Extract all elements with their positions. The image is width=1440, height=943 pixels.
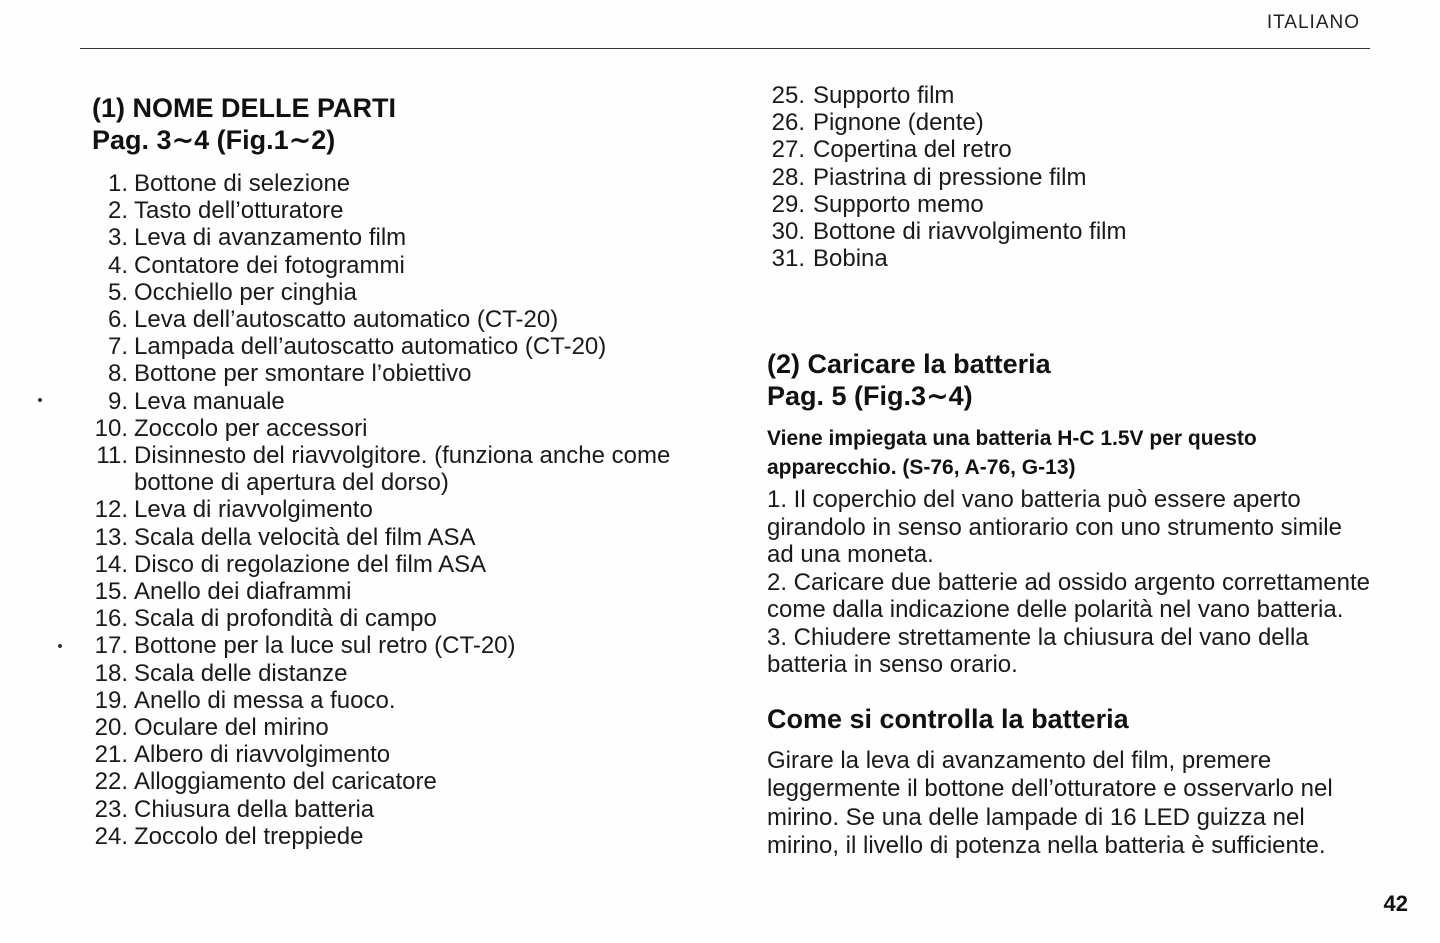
part-item bbox=[92, 388, 732, 415]
part-label: Alloggiamento del caricatore bbox=[134, 768, 437, 796]
section1-title: (1) NOME DELLE PARTI bbox=[92, 93, 397, 123]
part-item bbox=[92, 551, 732, 578]
part-label: Scala di profondità di campo bbox=[134, 605, 437, 633]
part-label: Leva dell’autoscatto automatico (CT-20) bbox=[134, 306, 559, 334]
part-item bbox=[92, 360, 732, 387]
header-divider bbox=[80, 48, 1370, 49]
part-item bbox=[765, 109, 1375, 136]
part-number: 9. bbox=[107, 387, 128, 415]
battery-step-1: 1. Il coperchio del vano batteria può essere aperto girandolo in senso antiorario con uno strumento simile ad una moneta. bbox=[767, 486, 1342, 569]
part-number: 14. bbox=[94, 550, 128, 578]
part-number: 1. bbox=[107, 170, 128, 197]
part-number: 3. bbox=[107, 224, 128, 252]
part-number: 30. bbox=[771, 218, 805, 246]
part-item bbox=[92, 415, 732, 442]
part-number: 20. bbox=[94, 714, 128, 742]
part-item bbox=[92, 170, 732, 197]
part-label: Zoccolo del treppiede bbox=[134, 822, 364, 850]
part-item bbox=[765, 191, 1375, 218]
part-item bbox=[765, 218, 1375, 245]
part-item bbox=[92, 252, 732, 279]
part-number: 23. bbox=[94, 795, 128, 823]
part-item bbox=[765, 245, 1375, 272]
part-number: 28. bbox=[771, 163, 805, 191]
part-item bbox=[92, 796, 732, 823]
battery-step-3: 3. Chiudere strettamente la chiusura del vano della batteria in senso orario. bbox=[767, 623, 1309, 679]
part-item bbox=[92, 279, 732, 306]
part-label: Disinnesto del riavvolgitore. (funziona anche come bottone di apertura del dorso) bbox=[134, 442, 671, 497]
part-item bbox=[92, 687, 732, 714]
left-column bbox=[92, 92, 732, 850]
part-number: 5. bbox=[107, 278, 128, 306]
part-number: 7. bbox=[107, 333, 128, 361]
battery-section bbox=[765, 348, 1375, 861]
part-label: Scala della velocità del film ASA bbox=[134, 523, 476, 551]
part-label: Copertina del retro bbox=[813, 136, 1012, 164]
section2-title: (2) Caricare la batteria bbox=[767, 349, 1051, 380]
part-number: 21. bbox=[94, 741, 128, 769]
parts-list-right bbox=[765, 82, 1375, 272]
part-number: 2. bbox=[107, 197, 128, 225]
part-number: 11. bbox=[96, 442, 128, 470]
section3-body: Girare la leva di avanzamento del film, premere leggermente il bottone dell’otturatore e osservarlo nel mirino. Se una delle lampade di 16 LED guizza nel mirino, il livello di potenza nella batteria è sufficiente. bbox=[767, 746, 1333, 860]
part-label: Anello di messa a fuoco. bbox=[134, 686, 396, 714]
part-number: 15. bbox=[94, 578, 128, 606]
scan-speck bbox=[58, 644, 62, 648]
part-label: Contatore dei fotogrammi bbox=[134, 251, 405, 279]
part-item bbox=[92, 823, 732, 850]
part-label: Chiusura della batteria bbox=[134, 795, 375, 823]
part-number: 19. bbox=[94, 686, 128, 714]
part-label: Lampada dell’autoscatto automatico (CT-20) bbox=[134, 333, 607, 361]
part-label: Zoccolo per accessori bbox=[134, 414, 368, 442]
part-label: Tasto dell’otturatore bbox=[134, 197, 344, 225]
part-item bbox=[92, 605, 732, 632]
part-number: 24. bbox=[94, 822, 128, 850]
part-number: 4. bbox=[107, 251, 128, 279]
part-item bbox=[765, 164, 1375, 191]
scan-speck bbox=[38, 398, 42, 402]
part-label: Piastrina di pressione film bbox=[813, 163, 1087, 191]
part-number: 22. bbox=[94, 768, 128, 796]
part-label: Supporto film bbox=[813, 82, 955, 109]
language-header: ITALIANO bbox=[1266, 12, 1360, 33]
part-item bbox=[92, 660, 732, 687]
part-item bbox=[92, 496, 732, 523]
part-item bbox=[92, 224, 732, 251]
part-number: 25. bbox=[771, 82, 805, 109]
part-number: 8. bbox=[107, 360, 128, 388]
part-label: Occhiello per cinghia bbox=[134, 278, 357, 306]
part-label: Bobina bbox=[813, 245, 888, 273]
part-label: Pignone (dente) bbox=[813, 109, 984, 137]
part-number: 18. bbox=[94, 659, 128, 687]
part-item bbox=[92, 197, 732, 224]
battery-intro: Viene impiegata una batteria H-C 1.5V per questo apparecchio. (S-76, A-76, G-13) bbox=[767, 427, 1257, 480]
part-number: 26. bbox=[771, 109, 805, 137]
part-item bbox=[765, 136, 1375, 163]
part-number: 29. bbox=[771, 190, 805, 218]
part-item bbox=[92, 442, 732, 496]
part-label: Supporto memo bbox=[813, 190, 984, 218]
section1-subtitle: Pag. 3∼4 (Fig.1∼2) bbox=[92, 125, 336, 155]
part-item bbox=[92, 768, 732, 795]
part-number: 12. bbox=[94, 496, 128, 524]
part-number: 17. bbox=[94, 632, 128, 660]
section2-subtitle: Pag. 5 (Fig.3∼4) bbox=[767, 381, 973, 412]
part-item bbox=[92, 524, 732, 551]
part-label: Bottone di selezione bbox=[134, 170, 351, 197]
part-item bbox=[92, 306, 732, 333]
part-label: Bottone per smontare l’obiettivo bbox=[134, 360, 472, 388]
part-label: Oculare del mirino bbox=[134, 714, 329, 742]
part-label: Leva manuale bbox=[134, 387, 285, 415]
part-number: 31. bbox=[771, 245, 805, 273]
part-item bbox=[92, 578, 732, 605]
part-label: Anello dei diaframmi bbox=[134, 578, 352, 606]
part-label: Bottone di riavvolgimento film bbox=[813, 218, 1127, 246]
part-item bbox=[92, 333, 732, 360]
part-number: 27. bbox=[771, 136, 805, 164]
part-item bbox=[765, 82, 1375, 109]
right-column bbox=[765, 82, 1375, 861]
part-number: 16. bbox=[94, 605, 128, 633]
part-label: Leva di avanzamento film bbox=[134, 224, 407, 252]
part-label: Bottone per la luce sul retro (CT-20) bbox=[134, 632, 516, 660]
section3-title: Come si controlla la batteria bbox=[767, 703, 1129, 734]
part-item bbox=[92, 714, 732, 741]
part-number: 6. bbox=[107, 306, 128, 334]
part-item bbox=[92, 632, 732, 659]
part-number: 13. bbox=[94, 523, 128, 551]
part-item bbox=[92, 741, 732, 768]
part-number: 10. bbox=[94, 414, 128, 442]
parts-list-left bbox=[92, 170, 732, 850]
part-label: Scala delle distanze bbox=[134, 659, 348, 687]
part-label: Disco di regolazione del film ASA bbox=[134, 550, 487, 578]
part-label: Albero di riavvolgimento bbox=[134, 741, 391, 769]
part-label: Leva di riavvolgimento bbox=[134, 496, 373, 524]
battery-step-2: 2. Caricare due batterie ad ossido argento correttamente come dalla indicazione delle polarità nel vano batteria. bbox=[767, 568, 1371, 624]
page-number: 42 bbox=[1383, 891, 1408, 916]
